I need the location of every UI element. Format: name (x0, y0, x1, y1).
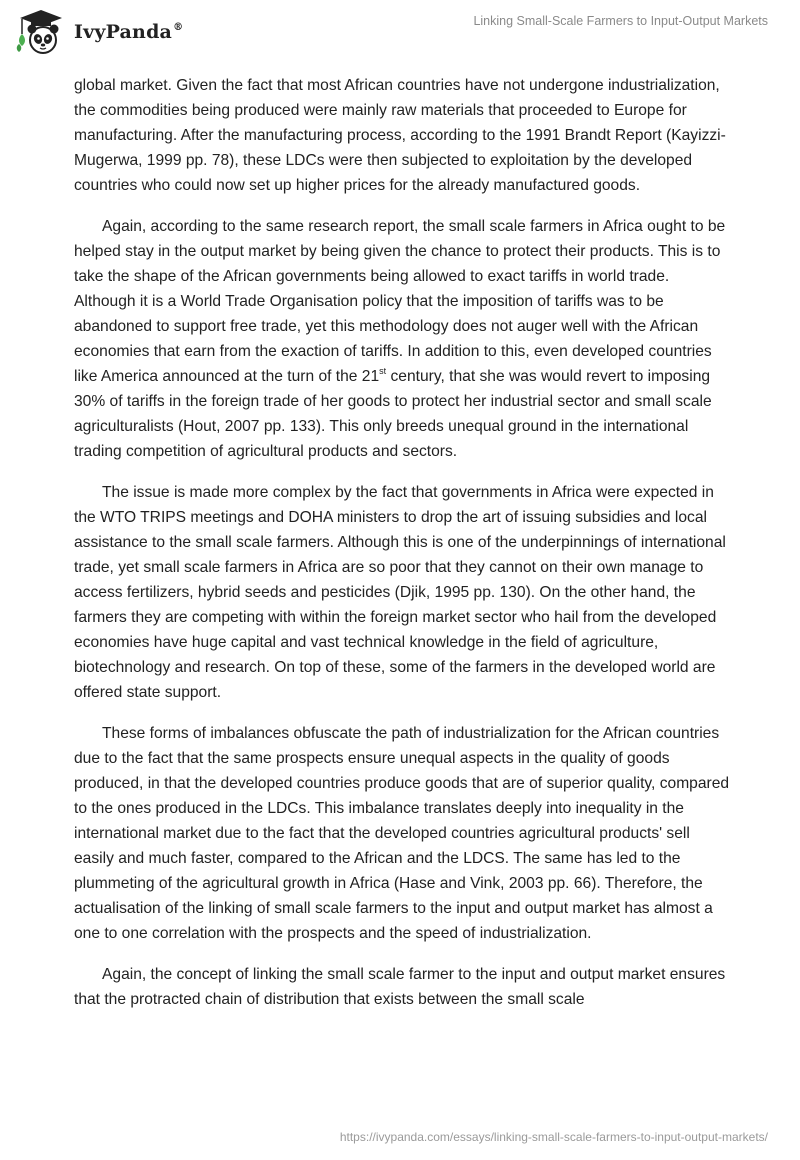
page-header (0, 0, 800, 72)
document-title: Linking Small-Scale Farmers to Input-Output Markets (473, 14, 768, 28)
brand-name: IvyPanda® (74, 21, 184, 43)
registered-mark: ® (173, 22, 184, 33)
panda-graduate-icon (14, 8, 68, 56)
source-url[interactable]: https://ivypanda.com/essays/linking-small-scale-farmers-to-input-output-markets/ (339, 1130, 768, 1144)
paragraph: These forms of imbalances obfuscate the path of industrialization for the African countries due to the fact that the same prospects ensure unequal aspects in the quality of goods produced, in that the developed countries produce goods that are of superior quality, compared to the ones produced in the LDCs. This imbalance translates deeply into inequality in the international market due to the fact that the developed countries agricultural products' sell easily and much faster, compared to the African and the LDCS. The same has led to the plummeting of the agricultural growth in Africa (Hase and Vink, 2003 pp. 66). Therefore, the actualisation of the linking of small scale farmers to the input and output market has almost a one to one correlation with the prospects and the speed of industrialization. (74, 725, 730, 942)
paragraph: Again, the concept of linking the small scale farmer to the input and output market ensures that the protracted chain of distribution that exists between the small scale (74, 966, 726, 1008)
paragraph: The issue is made more complex by the fact that governments in Africa were expected in the WTO TRIPS meetings and DOHA ministers to drop the art of issuing subsidies and local assistance to the small scale farmers. Although this is one of the underpinnings of international trade, yet small scale farmers in Africa are so poor that they cannot on their own manage to access fertilizers, hybrid seeds and pesticides (Djik, 1995 pp. 130). On the other hand, the farmers they are competing with within the foreign market sector who hail from the developed economies have huge capital and vast technical knowledge in the field of agriculture, biotechnology and research. On top of these, some of the farmers in the developed world are offered state support. (74, 484, 726, 701)
ordinal-suffix: st (379, 366, 387, 376)
essay-body (74, 73, 734, 1012)
paragraph: global market. Given the fact that most African countries have not undergone industrialization, the commodities being produced were mainly raw materials that proceeded to Europe for manufacturing. After the manufacturing process, according to the 1991 Brandt Report (Kayizzi- Mugerwa, 1999 pp. 78), these LDCs were then subjected to exploitation by the developed countries who could now set up higher prices for the already manufactured goods. (74, 77, 726, 194)
paragraph: Again, according to the same research report, the small scale farmers in Africa ought to be helped stay in the output market by being given the chance to protect their products. This is to take the shape of the African governments being allowed to exact tariffs in world trade. Although it is a World Trade Organisation policy that the imposition of tariffs was to be abandoned to support free trade, yet this methodology does not auger well with the African economies that earn from the exaction of tariffs. In addition to this, even developed countries like America announced at the turn of the 21st century, that she was would revert to imposing 30% of tariffs in the foreign trade of her goods to protect her industrial sector and small scale agriculturalists (Hout, 2007 pp. 133). This only breeds unequal ground in the international trading competition of agricultural products and sectors. (74, 218, 726, 460)
brand-logo[interactable] (14, 8, 183, 56)
